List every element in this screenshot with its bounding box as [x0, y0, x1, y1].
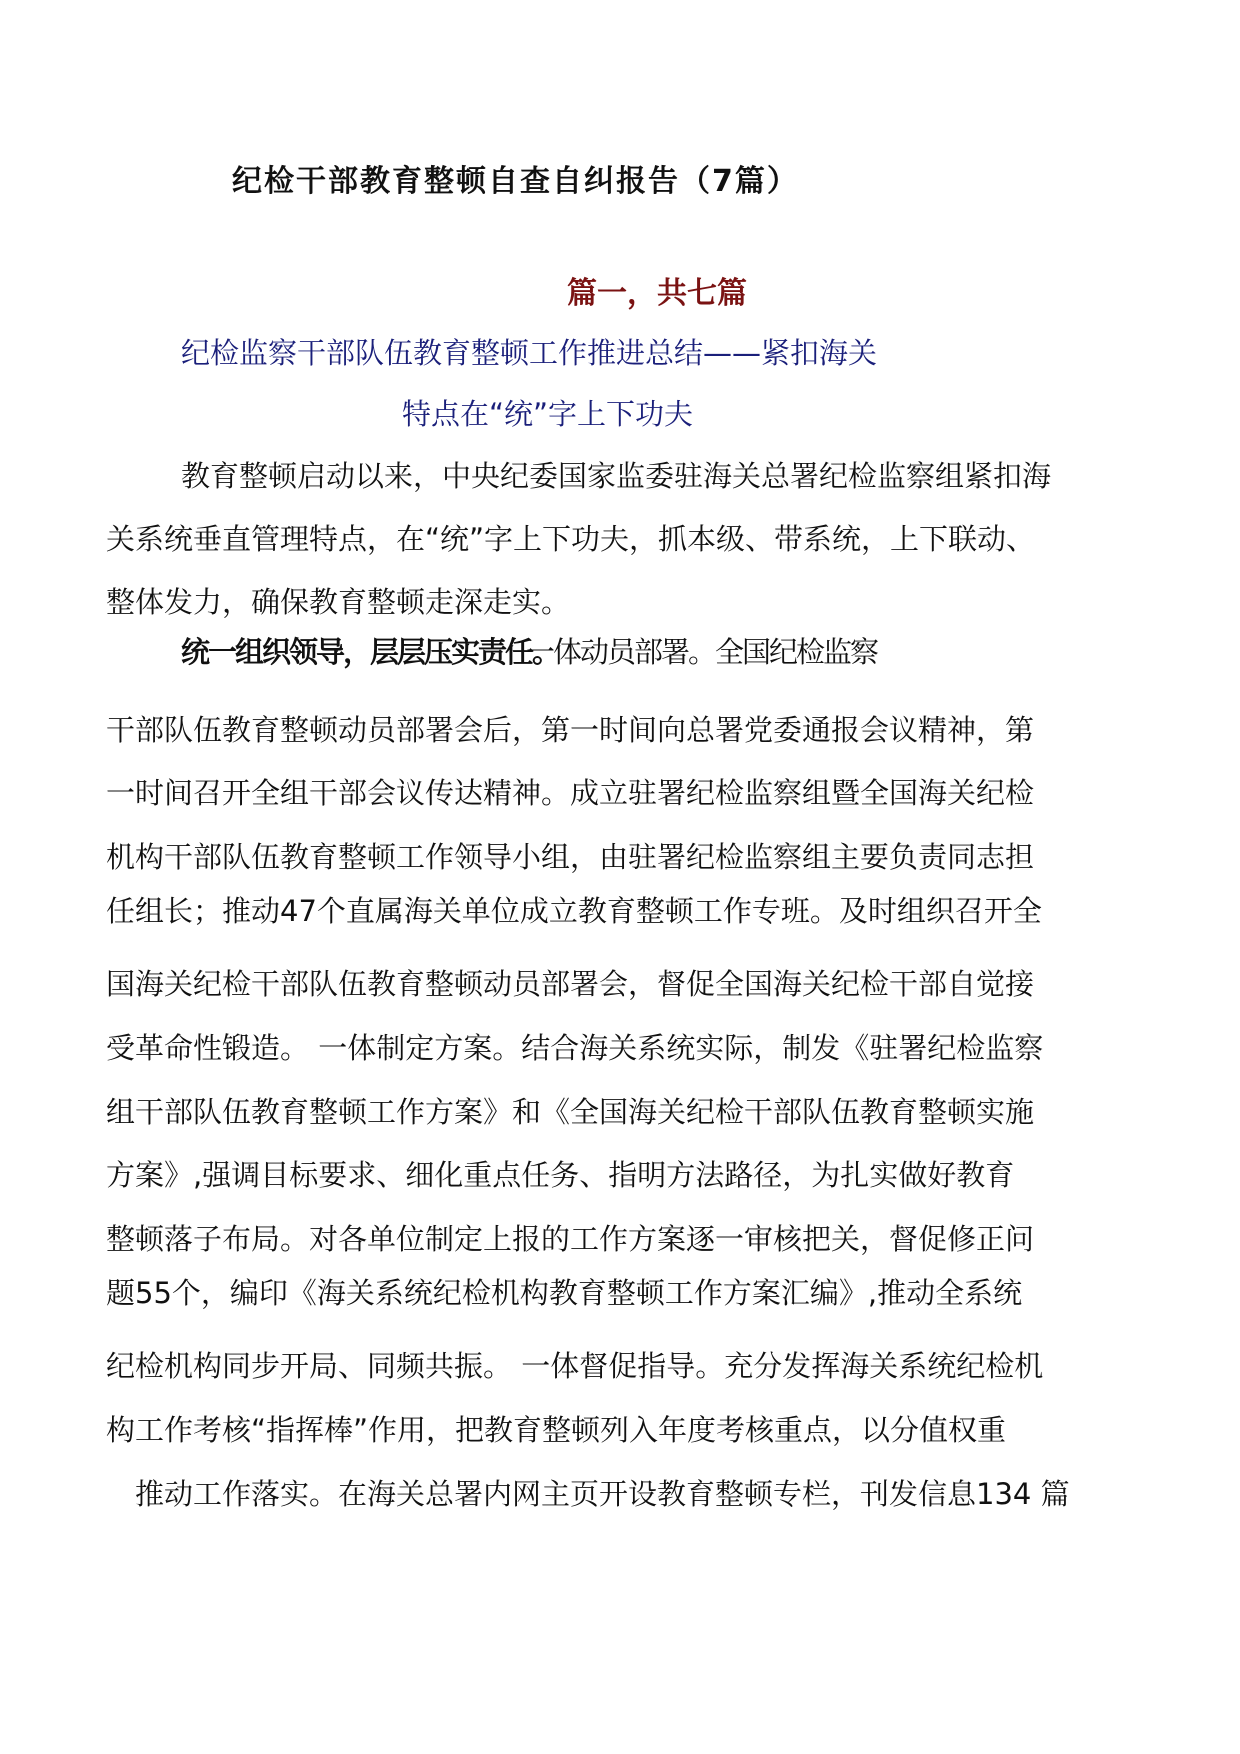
article-subtitle-line-2: 特点在“统”字上下功夫 [402, 397, 694, 431]
body-line: 整顿落子布局。对各单位制定上报的工作方案逐一审核把关，督促修正问 [106, 1222, 1035, 1256]
body-line: 构工作考核“指挥棒”作用，把教育整顿列入年度考核重点，以分值权重 [106, 1413, 1007, 1447]
body-line: 题55个，编印《海关系统纪检机构教育整顿工作方案汇编》,推动全系统 [106, 1276, 1023, 1310]
body-line: 整体发力，确保教育整顿走深走实。 [106, 585, 571, 619]
body-line: 一体动员部署。全国纪检监察 [526, 635, 878, 669]
body-line: 关系统垂直管理特点，在“统”字上下功夫，抓本级、带系统，上下联动、 [106, 522, 1036, 556]
body-line: 纪检机构同步开局、同频共振。 一体督促指导。充分发挥海关系统纪检机 [106, 1349, 1044, 1383]
body-line: 干部队伍教育整顿动员部署会后，第一时间向总署党委通报会议精神，第 [106, 713, 1035, 747]
body-line: 国海关纪检干部队伍教育整顿动员部署会，督促全国海关纪检干部自觉接 [106, 967, 1035, 1001]
section-lead-heading: 统一组织领导，层层压实责任。 [181, 635, 560, 669]
body-line: 一时间召开全组干部会议传达精神。成立驻署纪检监察组暨全国海关纪检 [106, 776, 1035, 810]
body-line: 推动工作落实。在海关总署内网主页开设教育整顿专栏，刊发信息134 篇 [135, 1477, 1070, 1511]
article-subtitle-line-1: 纪检监察干部队伍教育整顿工作推进总结——紧扣海关 [181, 336, 878, 370]
document-title: 纪检干部教育整顿自查自纠报告（7篇） [232, 164, 799, 199]
body-line: 组干部队伍教育整顿工作方案》和《全国海关纪检干部队伍教育整顿实施 [106, 1095, 1035, 1129]
body-line: 方案》,强调目标要求、细化重点任务、指明方法路径，为扎实做好教育 [106, 1158, 1015, 1192]
body-line: 机构干部队伍教育整顿工作领导小组，由驻署纪检监察组主要负责同志担 [106, 840, 1035, 874]
body-line: 教育整顿启动以来，中央纪委国家监委驻海关总署纪检监察组紧扣海 [181, 459, 1052, 493]
body-line: 受革命性锻造。 一体制定方案。结合海关系统实际，制发《驻署纪检监察 [106, 1031, 1044, 1065]
body-line: 任组长；推动47个直属海关单位成立教育整顿工作专班。及时组织召开全 [106, 894, 1042, 928]
chapter-heading: 篇一，共七篇 [567, 276, 747, 311]
